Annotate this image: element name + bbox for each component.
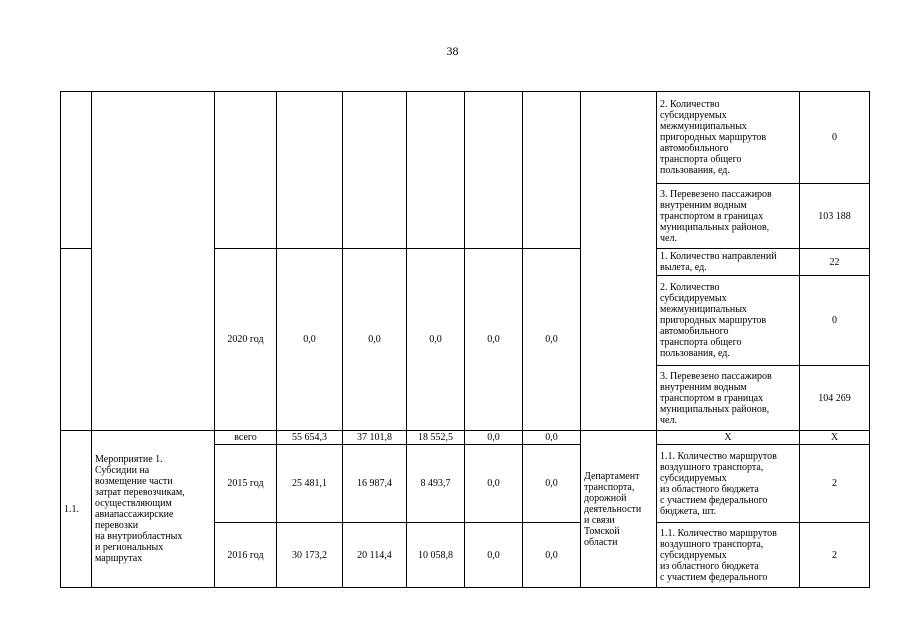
empty-cell xyxy=(343,92,407,249)
value-cell: 0,0 xyxy=(523,249,581,431)
value-cell: 8 493,7 xyxy=(407,445,465,523)
empty-cell xyxy=(61,249,92,431)
indicator-value: 2 xyxy=(800,445,870,523)
table-row xyxy=(61,92,870,184)
empty-cell xyxy=(215,92,277,249)
empty-cell xyxy=(523,92,581,249)
indicator-cell: 2. Количество субсидируемых межмуниципальных пригородных маршрутов автомобильного транспорта общего пользования, ед. xyxy=(657,92,800,184)
year-cell: 2020 год xyxy=(215,249,277,431)
year-cell: 2016 год xyxy=(215,523,277,588)
value-cell: 25 481,1 xyxy=(277,445,343,523)
program-table xyxy=(60,91,870,588)
empty-cell xyxy=(465,92,523,249)
empty-cell xyxy=(277,92,343,249)
item-number: 1.1. xyxy=(61,431,92,588)
year-cell: 2015 год xyxy=(215,445,277,523)
indicator-cell: 3. Перевезено пассажиров внутренним водным транспортом в границах муниципальных районов, чел. xyxy=(657,184,800,249)
value-cell: 0,0 xyxy=(407,249,465,431)
value-cell: 0,0 xyxy=(465,431,523,445)
value-cell: 18 552,5 xyxy=(407,431,465,445)
indicator-value: 0 xyxy=(800,276,870,366)
indicator-value: 0 xyxy=(800,92,870,184)
indicator-cell: 3. Перевезено пассажиров внутренним водным транспортом в границах муниципальных районов, чел. xyxy=(657,366,800,431)
year-cell: всего xyxy=(215,431,277,445)
empty-cell xyxy=(407,92,465,249)
indicator-cell: 1.1. Количество маршрутов воздушного транспорта, субсидируемых из областного бюджета с участием федерального xyxy=(657,523,800,588)
value-cell: 0,0 xyxy=(465,523,523,588)
indicator-value: 104 269 xyxy=(800,366,870,431)
value-cell: 0,0 xyxy=(523,431,581,445)
indicator-cell: X xyxy=(657,431,800,445)
value-cell: 0,0 xyxy=(523,523,581,588)
item-name: Мероприятие 1. Субсидии на возмещение части затрат перевозчикам, осуществляющим авиапассажирские перевозки на внутриобластных и региональных маршрутах xyxy=(92,431,215,588)
indicator-cell: 1. Количество направлений вылета, ед. xyxy=(657,249,800,276)
value-cell: 16 987,4 xyxy=(343,445,407,523)
value-cell: 30 173,2 xyxy=(277,523,343,588)
indicator-cell: 2. Количество субсидируемых межмуниципальных пригородных маршрутов автомобильного транспорта общего пользования, ед. xyxy=(657,276,800,366)
executor-cell: Департамент транспорта, дорожной деятельности и связи Томской области xyxy=(581,431,657,588)
value-cell: 37 101,8 xyxy=(343,431,407,445)
value-cell: 55 654,3 xyxy=(277,431,343,445)
value-cell: 10 058,8 xyxy=(407,523,465,588)
indicator-value: 22 xyxy=(800,249,870,276)
value-cell: 0,0 xyxy=(343,249,407,431)
indicator-value: X xyxy=(800,431,870,445)
table-row xyxy=(61,431,870,445)
empty-cell xyxy=(581,92,657,431)
value-cell: 0,0 xyxy=(465,249,523,431)
indicator-value: 103 188 xyxy=(800,184,870,249)
indicator-value: 2 xyxy=(800,523,870,588)
empty-cell xyxy=(61,92,92,249)
indicator-cell: 1.1. Количество маршрутов воздушного транспорта, субсидируемых из областного бюджета с участием федерального бюджета, шт. xyxy=(657,445,800,523)
empty-cell xyxy=(92,92,215,431)
value-cell: 0,0 xyxy=(277,249,343,431)
page-number: 38 xyxy=(446,44,459,58)
value-cell: 0,0 xyxy=(465,445,523,523)
value-cell: 0,0 xyxy=(523,445,581,523)
value-cell: 20 114,4 xyxy=(343,523,407,588)
